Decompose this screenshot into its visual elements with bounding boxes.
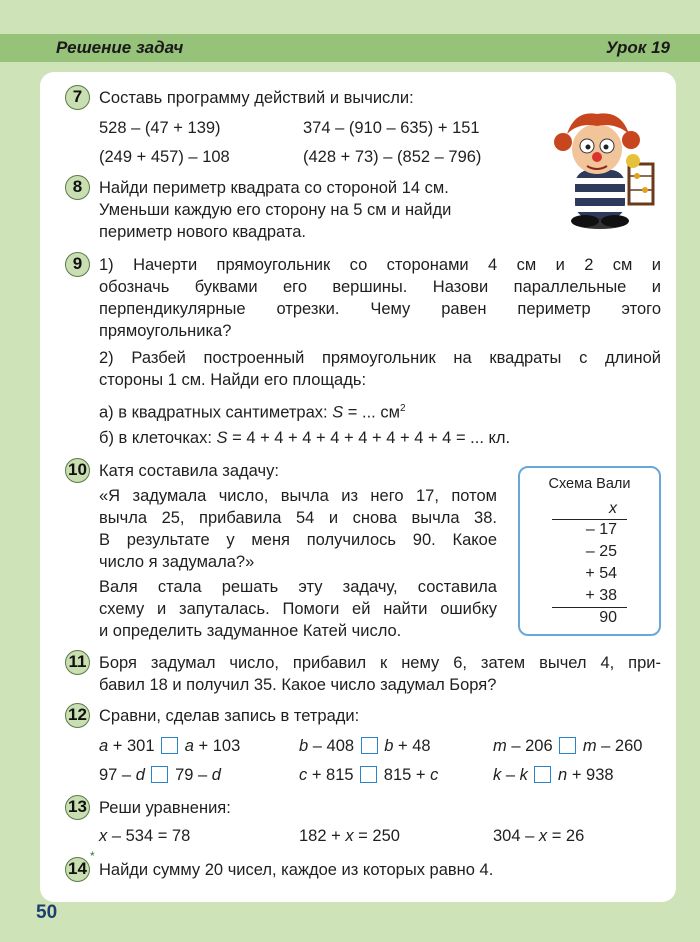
scheme-bottom-line: [552, 607, 627, 608]
compare-box-5[interactable]: [360, 766, 377, 783]
task-7-expr-2: 374 – (910 – 635) + 151: [303, 119, 480, 137]
compare-item-5: c + 815 815 + c: [299, 766, 439, 784]
task-10-line-5: число я задумала?»: [99, 553, 255, 571]
scheme-row-1: – 17: [585, 521, 617, 538]
task-9-line-5: 2) Разбей построенный прямоугольник на квадраты с длиной: [99, 349, 661, 367]
task-10-line-2: «Я задумала число, вычла из него 17, потом: [99, 487, 497, 505]
task-8-line-1: Найди периметр квадрата со стороной 14 см.: [99, 179, 449, 197]
compare-box-3[interactable]: [559, 737, 576, 754]
task-10-number: 10: [65, 458, 90, 483]
task-10-line-6: Валя стала решать эту задачу, составила: [99, 578, 497, 596]
task-11-line-2: бавил 18 и получил 35. Какое число задумал Боря?: [99, 676, 497, 694]
scheme-title: Схема Вали: [548, 476, 631, 492]
compare-item-3: m – 206 m – 260: [493, 737, 643, 755]
compare-box-2[interactable]: [361, 737, 378, 754]
task-7-expr-1: 528 – (47 + 139): [99, 119, 221, 137]
compare-item-4: 97 – d 79 – d: [99, 766, 221, 784]
page-number: 50: [36, 902, 58, 923]
task-9-line-2: обозначь буквами его вершины. Назови параллельные и: [99, 278, 661, 296]
task-14-text: Найди сумму 20 чисел, каждое из которых равно 4.: [99, 861, 494, 879]
task-10-line-1: Катя составила задачу:: [99, 462, 279, 480]
scheme-top-line: [552, 519, 627, 520]
task-8-line-2: Уменьши каждую его сторону на 5 см и найди: [99, 201, 452, 219]
lesson-title: Урок 19: [605, 38, 670, 57]
clown-mascot-icon: [545, 104, 660, 229]
page-header: [0, 34, 700, 62]
task-9-number: 9: [65, 252, 90, 277]
task-12-text: Сравни, сделав запись в тетради:: [99, 707, 360, 725]
task-9-line-1: 1) Начерти прямоугольник со сторонами 4 см и 2 см и: [99, 256, 661, 274]
valya-scheme: [518, 466, 661, 636]
task-13-text: Реши уравнения:: [99, 799, 231, 817]
scheme-row-3: + 54: [585, 565, 617, 582]
task-13-number: 13: [65, 795, 90, 820]
task-9-part-a: а) в квадратных сантиметрах: S = ... $см^2$: [99, 403, 406, 422]
scheme-x: x: [609, 500, 617, 517]
task-7-expr-4: (428 + 73) – (852 – 796): [303, 148, 482, 166]
task-14-star: *: [90, 849, 95, 863]
scheme-row-4: + 38: [585, 587, 617, 604]
task-10-line-4: В результате у меня получилось 90. Какое: [99, 531, 497, 549]
task-7-text: Составь программу действий и вычисли:: [99, 89, 414, 107]
task-14-number: 14: [65, 857, 90, 882]
task-10-line-7: схему и запуталась. Помоги ей найти ошибку: [99, 600, 497, 618]
task-8-line-3: периметр нового квадрата.: [99, 223, 306, 241]
compare-box-1[interactable]: [161, 737, 178, 754]
task-7-number: 7: [65, 85, 90, 110]
task-9-line-3: перпендикулярные отрезки. Чему равен периметр этого: [99, 300, 661, 318]
task-10-line-3: вычла 25, прибавила 54 и снова вычла 38.: [99, 509, 497, 527]
equation-1: x – 534 = 78: [99, 827, 191, 845]
scheme-result: 90: [599, 609, 617, 626]
task-8-number: 8: [65, 175, 90, 200]
compare-item-1: a + 301 a + 103: [99, 737, 241, 755]
scheme-row-2: – 25: [585, 543, 617, 560]
task-11-line-1: Боря задумал число, прибавил к нему 6, затем вычел 4, при-: [99, 654, 661, 672]
task-10-line-8: и определить задуманное Катей число.: [99, 622, 402, 640]
compare-item-6: k – k n + 938: [493, 766, 614, 784]
task-9-line-6: стороны 1 см. Найди его площадь:: [99, 371, 367, 389]
task-9-line-4: прямоугольника?: [99, 322, 232, 340]
task-7-expr-3: (249 + 457) – 108: [99, 148, 230, 166]
compare-box-6[interactable]: [534, 766, 551, 783]
equation-2: 182 + x = 250: [299, 827, 400, 845]
equation-3: 304 – x = 26: [493, 827, 585, 845]
section-title: Решение задач: [56, 38, 184, 57]
task-9-part-b: б) в клеточках: S = 4 + 4 + 4 + 4 + 4 + 4 + 4 + 4 = ... кл.: [99, 429, 511, 447]
compare-item-2: b – 408 b + 48: [299, 737, 431, 755]
compare-box-4[interactable]: [151, 766, 168, 783]
task-12-number: 12: [65, 703, 90, 728]
task-11-number: 11: [65, 650, 90, 675]
